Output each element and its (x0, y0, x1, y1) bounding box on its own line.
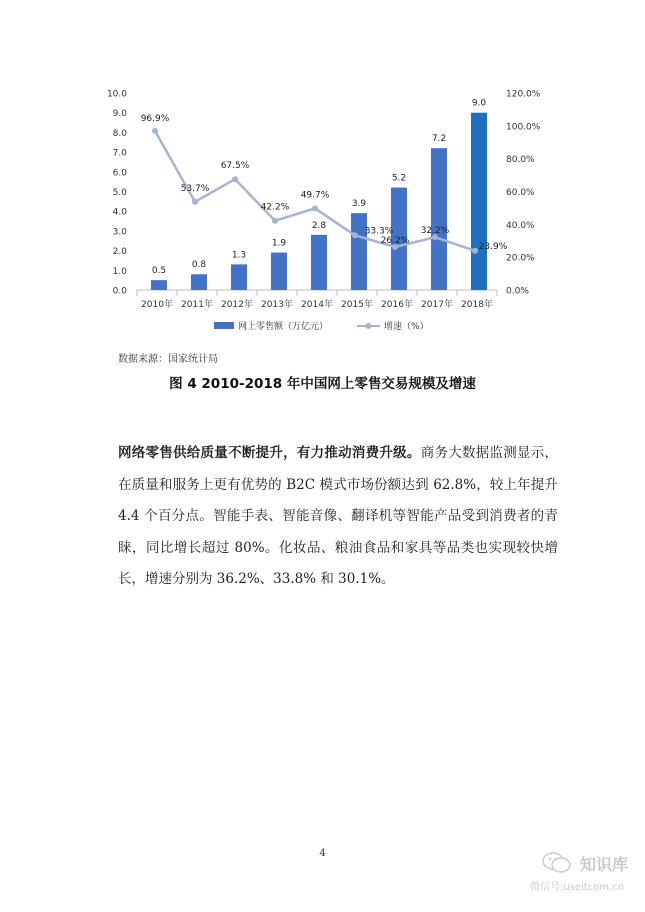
figure-caption: 图 4 2010-2018 年中国网上零售交易规模及增速 (169, 376, 476, 392)
bar-data-label: 1.9 (271, 238, 287, 249)
right-axis-tick-label: 40.0% (506, 220, 535, 231)
watermark-name: 知识库 (580, 855, 629, 874)
growth-rate-point (312, 205, 318, 211)
growth-rate-point (192, 199, 198, 205)
bar-data-label: 0.8 (191, 260, 207, 271)
paragraph-body: 商务大数据监测显示，在质量和服务上更有优势的 B2C 模式市场份额达到 62.8%，较上年提升 4.4 个百分点。智能手表、智能音像、翻译机等智能产品受到消费者的青睐，同比增长超过 80%。化妆品、粮油食品和家具等品类也实现较快增长，增速分别为 36.2%、33.8% 和 30.1%。 (118, 445, 559, 587)
legend-label-line: 增速（%） (384, 322, 429, 332)
growth-rate-point (472, 248, 478, 254)
bar (311, 235, 327, 290)
left-axis-tick-label: 6.0 (112, 168, 127, 179)
wechat-icon (542, 852, 572, 874)
right-axis-tick-label: 80.0% (506, 155, 535, 166)
watermark-id: 微信号:useitcom.cn (530, 882, 625, 893)
left-axis-tick-label: 4.0 (112, 207, 127, 218)
line-data-label: 26.2% (380, 235, 410, 246)
page-number: 4 (319, 848, 326, 859)
right-axis-tick-label: 20.0% (506, 253, 535, 264)
bar (191, 274, 207, 290)
line-data-label: 67.5% (220, 161, 250, 172)
left-axis-tick-label: 9.0 (112, 109, 127, 120)
legend-label-bar: 网上零售额（万亿元） (238, 322, 329, 332)
bar (351, 213, 367, 290)
right-axis-tick-label: 100.0% (506, 122, 541, 133)
left-axis-tick-label: 5.0 (112, 188, 127, 198)
bar-data-label: 7.2 (431, 134, 447, 145)
line-data-label: 42.2% (260, 202, 290, 213)
bar (151, 280, 167, 290)
right-axis-tick-label: 60.0% (506, 188, 535, 198)
line-data-label: 96.9% (140, 113, 170, 124)
line-data-label: 32.2% (420, 226, 450, 237)
growth-rate-point (272, 218, 278, 224)
bar-line-chart (0, 0, 645, 345)
body-paragraph (118, 438, 558, 596)
line-data-label: 33.3% (364, 226, 394, 237)
left-axis-tick-label: 10.0 (106, 89, 127, 100)
x-axis-tick-label: 2016年 (381, 300, 413, 310)
bar (471, 113, 487, 290)
left-axis-tick-label: 3.0 (112, 227, 127, 238)
line-data-label: 49.7% (300, 190, 330, 201)
right-axis-tick-label: 120.0% (506, 89, 541, 100)
bar (271, 253, 287, 290)
bar-data-label: 0.5 (151, 266, 167, 277)
x-axis-tick-label: 2011年 (181, 300, 213, 310)
growth-rate-point (232, 176, 238, 182)
x-axis-tick-label: 2010年 (141, 300, 173, 310)
legend-swatch-point (366, 323, 372, 329)
left-axis-tick-label: 0.0 (112, 286, 127, 297)
x-axis-tick-label: 2017年 (421, 300, 453, 310)
growth-rate-point (352, 232, 358, 238)
x-axis-tick-label: 2015年 (341, 300, 373, 310)
bar-data-label: 9.0 (471, 98, 487, 109)
bar-data-label: 2.8 (311, 220, 327, 231)
paragraph-lead: 网络零售供给质量不断提升，有力推动消费升级。 (118, 445, 421, 461)
growth-rate-point (152, 128, 158, 134)
bar-data-label: 1.3 (231, 250, 247, 261)
left-axis-tick-label: 1.0 (112, 266, 127, 277)
x-axis-tick-label: 2013年 (261, 300, 293, 310)
legend-swatch-bar (214, 322, 234, 329)
bar-data-label: 5.2 (391, 173, 407, 184)
left-axis-tick-label: 2.0 (112, 247, 127, 258)
right-axis-tick-label: 0.0% (506, 286, 529, 297)
left-axis-tick-label: 8.0 (112, 128, 127, 139)
bar (231, 264, 247, 290)
line-data-label: 23.9% (478, 241, 508, 252)
left-axis-tick-label: 7.0 (112, 148, 127, 159)
x-axis-tick-label: 2014年 (301, 300, 333, 310)
bar (431, 148, 447, 290)
bar-data-label: 3.9 (351, 199, 367, 210)
x-axis-tick-label: 2012年 (221, 300, 253, 310)
data-source-note: 数据来源：国家统计局 (118, 354, 218, 365)
x-axis-tick-label: 2018年 (461, 300, 493, 310)
line-data-label: 53.7% (180, 183, 210, 194)
